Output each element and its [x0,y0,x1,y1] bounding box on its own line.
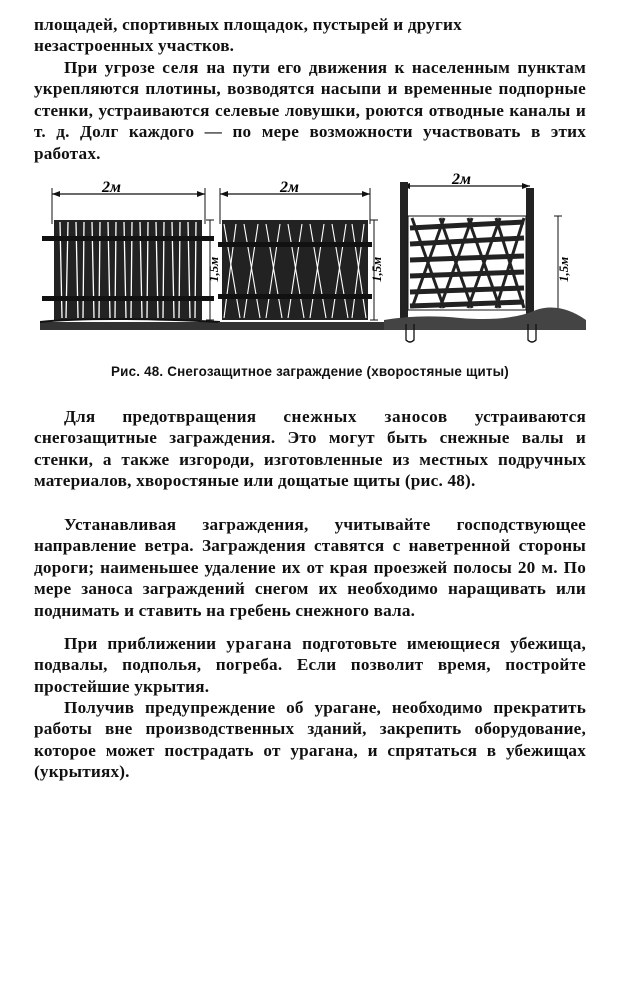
fence-panel-3 [384,172,586,342]
figure-caption: Рис. 48. Снегозащитное заграждение (хворостяные щиты) [111,364,509,379]
snow-fence-illustration [40,172,588,352]
paragraph-snow-prefix: Для предотвращения [64,407,284,426]
intro-line-1: площадей, спортивных площадок, пустырей и других [34,15,462,34]
fence-panel-2 [218,179,388,330]
panel-3-height-label: 1,5м [556,256,571,282]
paragraph-sel-prefix: При угрозе [64,58,163,77]
paragraph-hurricane [34,633,586,697]
paragraph-hurricane-prefix: При приближении [64,634,227,653]
paragraph-install: Устанавливая заграждения, учитывайте господствующее направление ветра. Заграждения ставятся с наветренной стороны дороги; наименьшее удаление их от края проезжей полосы 20 м. По мере заноса заграждений снегом их необходимо наращивать или поднимать и ставить на гребень снежного вала. [34,515,586,620]
figure-snow-fence [40,172,588,352]
term-sel: селя [162,58,200,77]
paragraph-warning: Получив предупреждение об урагане, необходимо прекратить работы вне производственных зданий, закрепить оборудование, которое может пострадать от урагана, и спрятаться в убежищах (укрытиях). [34,698,586,782]
paragraph-sel-text: на пути его движения к населенным пунктам укрепляются плотины, возводятся насыпи и временные подпорные стенки, устраиваются селевые ловушки, роются отводные каналы и т. д. Долг каждого — по мере возможности участвовать в этих работах. [34,58,587,163]
paragraph-snow-text: устраиваются снегозащитные заграждения. Это могут быть снежные валы и стенки, а также изгороди, изготовленные из местных подручных материалов, хворостяные или дощатые щиты (рис. 48). [34,407,586,491]
term-hurricane: урагана [226,634,293,653]
intro-line-2: незастроенных участков. [34,36,235,56]
panel-3-width-label: 2м [452,172,471,188]
intro-paragraph [34,14,586,57]
paragraph-sel [34,57,586,164]
paragraph-snow [34,406,586,492]
panel-2-width-label: 2м [280,179,299,196]
panel-1-width-label: 2м [102,179,121,196]
panel-2-height-label: 1,5м [369,256,384,282]
term-snow-drifts: снежных заносов [283,407,448,426]
panel-1-height-label: 1,5м [206,256,221,282]
paragraph-hurricane-text: подготовьте имеющиеся убежища, подвалы, подполья, погреба. Если позволит время, постройте простейшие укрытия. [34,634,586,696]
fence-panel-1 [40,179,221,330]
